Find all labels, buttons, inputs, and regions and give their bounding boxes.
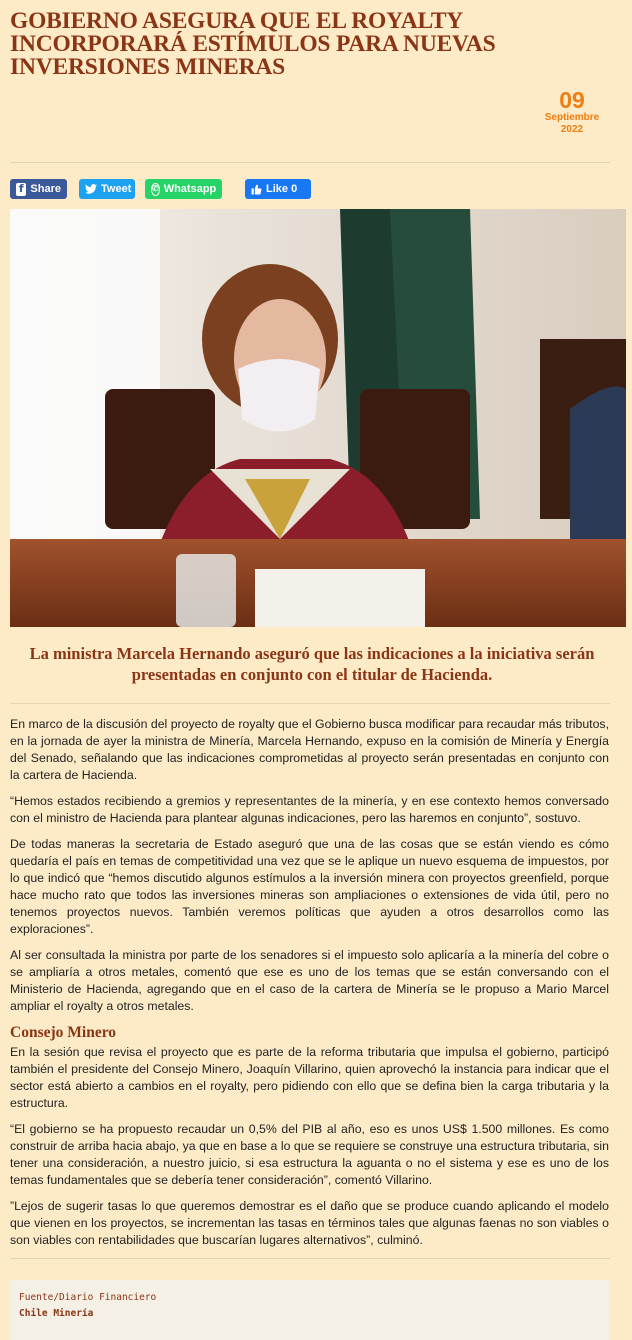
divider xyxy=(10,162,610,163)
facebook-like-button[interactable] xyxy=(245,179,311,199)
like-count-label: Like 0 xyxy=(266,183,298,195)
paragraph: En la sesión que revisa el proyecto que es parte de la reforma tributaria que impulsa el gobierno, participó también el presidente del Consejo Minero, Joaquín Villarino, quien aprovechó la instancia para indicar que el sector está abierto a cambios en el royalty, pero pidiendo con ello que se defina bien la carga tributaria y la estructura. xyxy=(10,1045,609,1110)
twitter-share-label: Tweet xyxy=(101,183,132,195)
paragraph: De todas maneras la secretaria de Estado aseguró que una de las cosas que se están viendo es cómo quedaría el país en temas de competitividad una vez que se le aplique un nuevo esquema de impuestos, por lo que indicó que “hemos discutido algunos estímulos a la inversión minera con proyectos greenfield, porque hace mucho rato que todos las inversiones mineras son ampliaciones o extensiones de vida útil, pero no tenemos proyectos nuevos. También veremos políticas que ayuden a otros desarrollos como las exploraciones”. xyxy=(10,837,609,936)
divider xyxy=(10,703,610,704)
whatsapp-share-label: Whatsapp xyxy=(163,183,217,195)
date-day: 09 xyxy=(559,87,585,113)
date-year: 2022 xyxy=(560,124,584,135)
facebook-share-label: Share xyxy=(30,183,61,195)
divider xyxy=(10,1258,610,1259)
twitter-share-button[interactable] xyxy=(79,179,135,199)
twitter-bird-icon xyxy=(85,184,97,194)
paragraph: En marco de la discusión del proyecto de royalty que el Gobierno busca modificar para recaudar más tributos, en la jornada de ayer la ministra de Minería, Marcela Hernando, expuso en la comisión de Minería y Energía del Senado, señalando que las indicaciones comprometidas al proyecto serán presentadas en conjunto con la cartera de Hacienda. xyxy=(10,717,609,782)
section-heading: Consejo Minero xyxy=(10,1024,117,1041)
facebook-icon: f xyxy=(16,183,26,196)
whatsapp-share-button[interactable] xyxy=(145,179,222,199)
paragraph: ”Lejos de sugerir tasas lo que queremos demostrar es el daño que se produce cuando aplicando el modelo que vienen en los proyectos, se incrementan las tasas en términos tales que algunas faenas no son viables o son viables con rentabilidades que buscarían lugares alternativos”, culminó. xyxy=(10,1199,609,1247)
thumbs-up-icon xyxy=(251,184,262,195)
paragraph: Al ser consultada la ministra por parte de los senadores si el impuesto solo aplicaría a la minería del cobre o se ampliaría a otros metales, comentó que ese es uno de los temas que se están conversando con el Ministerio de Hacienda, agregando que en el caso de la cartera de Minería se le propuso a Mario Marcel ampliar el royalty a otros metales. xyxy=(10,948,609,1013)
article-title: GOBIERNO ASEGURA QUE EL ROYALTY INCORPORARÁ ESTÍMULOS PARA NUEVAS INVERSIONES MINERAS xyxy=(10,8,496,80)
paragraph: “Hemos estados recibiendo a gremios y representantes de la minería, y en ese contexto hemos conversado con el ministro de Hacienda para plantear algunas indicaciones, pero las haremos en conjunto”, sostuvo. xyxy=(10,794,609,825)
source-line: Fuente/Diario Financiero xyxy=(19,1292,157,1303)
article-subtitle: La ministra Marcela Hernando aseguró que las indicaciones a la iniciativa serán presentadas en conjunto con el titular de Hacienda. xyxy=(29,644,595,684)
paragraph: “El gobierno se ha propuesto recaudar un 0,5% del PIB al año, eso es unos US$ 1.500 millones. Es como construir de arriba hacia abajo, ya que en base a lo que se requiere se construye una estructura tributaria, sin tener una consideración, a nuestro juicio, si esa estructura la aguanta o no el sistema y ese es uno de los temas fundamentales que se debería tener consideración”, comentó Villarino. xyxy=(10,1122,609,1187)
article-body xyxy=(10,716,609,1258)
article-photo xyxy=(10,209,626,627)
facebook-share-button[interactable] xyxy=(10,179,67,199)
source-box xyxy=(10,1280,610,1340)
source-organization: Chile Minería xyxy=(19,1308,94,1319)
article-date xyxy=(532,88,612,136)
whatsapp-icon: ✆ xyxy=(151,183,160,196)
date-month: Septiembre xyxy=(544,112,600,123)
